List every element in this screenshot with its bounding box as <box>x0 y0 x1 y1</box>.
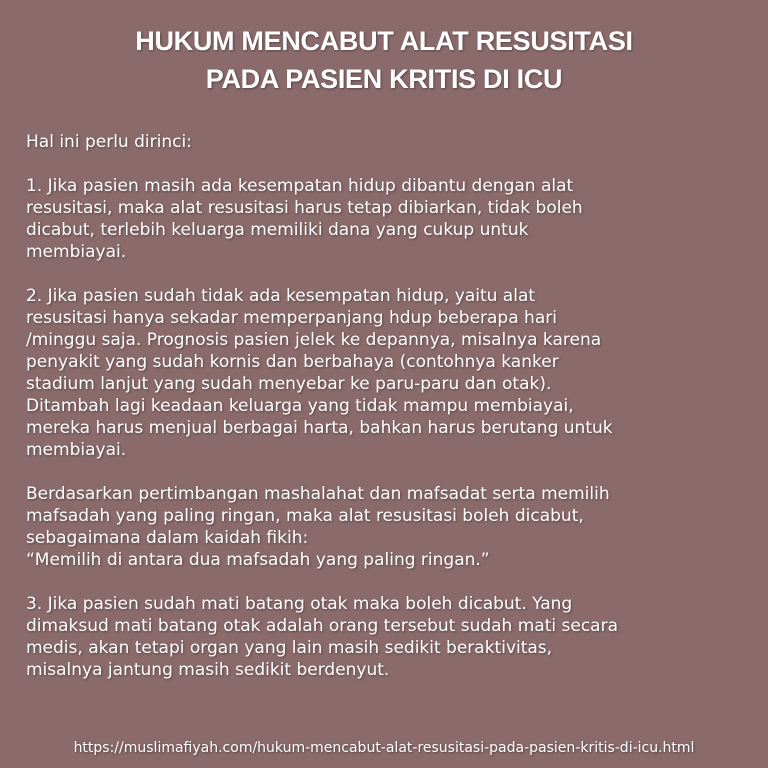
article-title <box>0 22 768 98</box>
paragraph <box>26 131 746 153</box>
paragraph-line: mafsadah yang paling ringan, maka alat resusitasi boleh dicabut, <box>26 506 584 526</box>
article-body <box>26 131 746 681</box>
paragraph-line: penyakit yang sudah kornis dan berbahaya (contohnya kanker <box>26 352 559 372</box>
paragraph-line: 2. Jika pasien sudah tidak ada kesempatan hidup, yaitu alat <box>26 286 536 306</box>
paragraph-line: dimaksud mati batang otak adalah orang tersebut sudah mati secara <box>26 616 618 636</box>
paragraph-line: 3. Jika pasien sudah mati batang otak maka boleh dicabut. Yang <box>26 594 573 614</box>
title-line-1: HUKUM MENCABUT ALAT RESUSITASI <box>135 26 633 56</box>
paragraph-line: “Memilih di antara dua mafsadah yang paling ringan.” <box>26 550 490 570</box>
paragraph <box>26 483 746 571</box>
paragraph-line: stadium lanjut yang sudah menyebar ke paru-paru dan otak). <box>26 374 552 394</box>
paragraph-line: resusitasi, maka alat resusitasi harus tetap dibiarkan, tidak boleh <box>26 198 583 218</box>
paragraph-line: medis, akan tetapi organ yang lain masih sedikit beraktivitas, <box>26 638 553 658</box>
paragraph <box>26 285 746 461</box>
paragraph-line: sebagaimana dalam kaidah fikih: <box>26 528 309 548</box>
paragraph-line: membiayai. <box>26 242 127 262</box>
paragraph <box>26 175 746 263</box>
title-line-2: PADA PASIEN KRITIS DI ICU <box>205 64 563 94</box>
paragraph-line: dicabut, terlebih keluarga memiliki dana yang cukup untuk <box>26 220 529 240</box>
source-url: https://muslimafiyah.com/hukum-mencabut-alat-resusitasi-pada-pasien-kritis-di-icu.html <box>73 740 695 756</box>
paragraph-line: membiayai. <box>26 440 127 460</box>
paragraph-line: Berdasarkan pertimbangan mashalahat dan mafsadat serta memilih <box>26 484 610 504</box>
paragraph-line: misalnya jantung masih sedikit berdenyut. <box>26 660 390 680</box>
paragraph <box>26 593 746 681</box>
paragraph-line: /minggu saja. Prognosis pasien jelek ke depannya, misalnya karena <box>26 330 602 350</box>
paragraph-line: 1. Jika pasien masih ada kesempatan hidup dibantu dengan alat <box>26 176 574 196</box>
paragraph-line: Ditambah lagi keadaan keluarga yang tidak mampu membiayai, <box>26 396 574 416</box>
paragraph-line: Hal ini perlu dirinci: <box>26 132 192 152</box>
paragraph-line: mereka harus menjual berbagai harta, bahkan harus berutang untuk <box>26 418 613 438</box>
paragraph-line: resusitasi hanya sekadar memperpanjang hdup beberapa hari <box>26 308 557 328</box>
